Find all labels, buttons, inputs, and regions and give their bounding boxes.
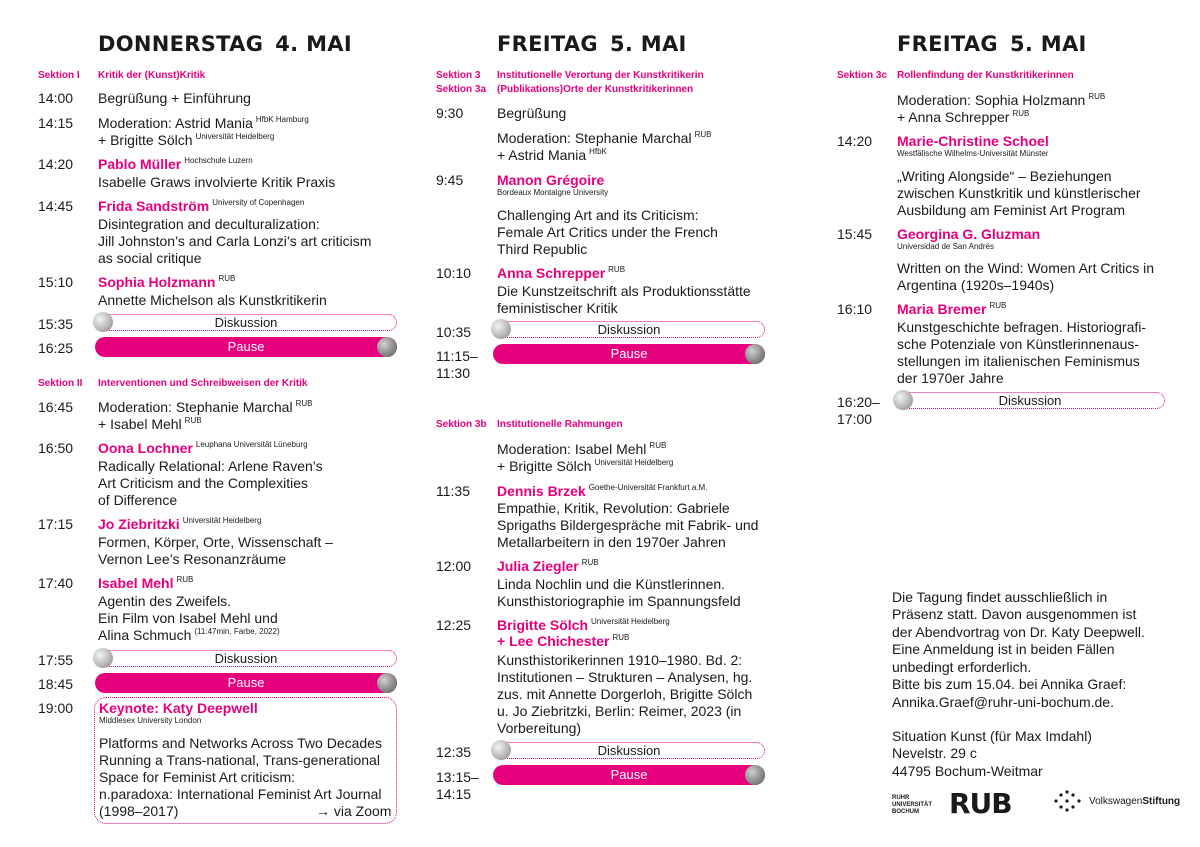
affiliation: RUB [581,558,599,568]
affiliation: RUB [218,274,236,284]
info-text: Die Tagung findet ausschließlich in [892,589,1108,605]
time: 15:45 [837,226,873,242]
pause-bar: Pause [493,765,765,785]
time: 10:35 [436,324,472,340]
time: 9:30 [436,105,464,121]
time: 14:00 [38,90,74,106]
speaker [897,300,1006,318]
day-date: 4. MAI [275,32,352,56]
info-text: Bitte bis zum 15.04. bei Annika Graef: [892,676,1127,692]
time: 14:15 [38,115,74,131]
time: 16:50 [38,440,74,456]
speaker-name: Georgina G. Gluzman [897,226,1041,242]
time: 15:35 [38,316,74,332]
time: 16:25 [38,340,74,356]
affiliation: Universität Heidelberg [594,458,674,468]
affiliation: RUB [295,399,313,409]
talk-title: zwischen Kunstkritik und künstlerischer [897,185,1141,201]
section-label: Sektion I [38,70,80,81]
time: 10:10 [436,265,472,281]
talk-title: feministischer Kritik [497,300,618,316]
section-title: Kritik der (Kunst)Kritik [98,70,206,81]
section-title: Institutionelle Rahmungen [497,419,623,430]
speaker [98,273,235,291]
talk-title [98,626,280,644]
moderation [98,131,274,149]
talk-title: Agentin des Zweifels. [98,593,232,609]
day-name: FREITAG [497,32,598,56]
affiliation: Universität Heidelberg [195,132,275,142]
keynote-text: Space for Feminist Art criticism: [99,769,296,785]
affiliation: RUB [608,265,626,275]
time: 14:45 [38,198,74,214]
affiliation: RUB [184,416,202,426]
time: 11:35 [436,483,470,499]
affiliation: Universidad de San Andrés [897,242,994,251]
moderation [497,457,673,475]
speaker-name: Oona Lochner [98,440,193,456]
affiliation: University of Copenhagen [212,198,305,208]
ball-icon [491,319,511,339]
speaker [497,264,625,282]
time: 17:00 [837,411,873,427]
info-text: unbedingt erforderlich. [892,659,1032,675]
talk-title: zus. mit Annette Dorgerloh, Brigitte Sölch [497,686,753,702]
info-text: der Abendvortrag von Dr. Katy Deepwell. [892,624,1145,640]
talk-title: Kunsthistorikerinnen 1910–1980. Bd. 2: [497,652,743,668]
talk-title: Challenging Art and its Criticism: [497,207,699,223]
talk-title: Kunsthistoriographie im Spannungsfeld [497,593,741,609]
time: 14:20 [38,156,74,172]
ball-icon [893,390,913,410]
talk-title: u. Jo Ziebritzki, Berlin: Reimer, 2023 (in [497,703,742,719]
time: 19:00 [38,700,74,716]
talk-title: as social critique [98,250,202,266]
info-text: Eine Anmeldung ist in beiden Fällen [892,641,1115,657]
affiliation: Middlesex University London [99,716,202,725]
ball-icon [93,312,113,332]
section-title: (Publikations)Orte der Kunstkritikerinnen [497,84,694,95]
moderator: + Brigitte Sölch [98,132,193,148]
talk-title: Vorbereitung) [497,720,582,736]
speaker-name: Sophia Holzmann [98,274,216,290]
affiliation: RUB [649,441,667,451]
affiliation: Universität Heidelberg [182,516,262,526]
day-date: 5. MAI [609,32,687,56]
ball-icon [745,765,765,785]
talk-title: Disintegration and deculturalization: [98,216,320,232]
vw-wordmark [1089,796,1180,807]
talk-title: Die Kunstzeitschrift als Produktionsstätte [497,283,751,299]
time: 11:15– [436,348,478,364]
ball-icon [377,337,397,357]
time: 12:00 [436,558,472,574]
talk-title: Ein Film von Isabel Mehl und [98,610,278,626]
keynote-text: Platforms and Networks Across Two Decades [99,735,382,751]
time: 16:10 [837,301,873,317]
speaker-name: Jo Ziebritzki [98,516,180,532]
venue-text: Situation Kunst (für Max Imdahl) [892,728,1092,744]
section-title: Interventionen und Schreibweisen der Kritik [98,378,308,389]
logo-line: RUHR [892,795,910,801]
keynote-text: n.paradoxa: International Feminist Art Journal [99,786,382,802]
talk-title: Radically Relational: Arlene Raven’s [98,458,323,474]
affiliation: Goethe-Universität Frankfurt a.M. [588,483,708,493]
talk-title: Sprigaths Bildergespräche mit Fabrik- und [497,517,759,533]
affiliation: Universität Heidelberg [591,617,670,627]
time: 17:15 [38,516,74,532]
moderation [98,398,312,416]
speaker [98,574,193,592]
discussion-bar: Diskussion [493,321,765,338]
speaker-name: + Lee Chichester [497,633,610,649]
affiliation: Bordeaux Montaigne University [497,188,609,197]
talk-title: Linda Nochlin und die Künstlerinnen. [497,576,726,592]
event-text: Begrüßung + Einführung [98,90,251,106]
event-text: Begrüßung [497,105,567,121]
moderation [497,146,607,164]
time: 14:15 [436,786,472,802]
discussion-bar: Diskussion [95,314,397,331]
keynote-text: Running a Trans-national, Trans-generational [99,752,380,768]
affiliation: Westfälische Wilhelms-Universität Münster [897,149,1049,158]
talk-title: „Writing Alongside“ – Beziehungen [897,168,1112,184]
moderation [497,129,711,147]
talk-title: Written on the Wind: Women Art Critics in [897,260,1155,276]
moderation [98,114,309,132]
info-text: Präsenz statt. Davon ausgenommen ist [892,606,1137,622]
moderator: + Brigitte Sölch [497,458,592,474]
logo-line: UNIVERSITÄT [892,802,933,808]
talk-title: of Difference [98,492,178,508]
vw-word-b: Stiftung [1142,796,1181,807]
time: 17:40 [38,575,74,591]
section-title: Rollenfindung der Kunstkritikerinnen [897,70,1074,81]
affiliation: HfbK Hamburg [255,115,309,125]
talk-title: Female Art Critics under the French [497,224,718,240]
email-link[interactable]: Annika.Graef@ruhr-uni-bochum.de. [892,694,1114,710]
section-label: Sektion 3c [837,70,888,81]
dots-icon [1053,790,1083,812]
time: 11:30 [436,365,470,381]
moderator: Moderation: Stephanie Marchal [98,399,293,415]
section-title: Institutionelle Verortung der Kunstkritikerin [497,70,704,81]
moderator: + Astrid Mania [497,147,587,163]
keynote-text: (1998–2017) [99,803,179,819]
talk-title-line: Alina Schmuch [98,627,192,643]
venue-text: Nevelstr. 29 c [892,745,977,761]
ball-icon [93,648,113,668]
venue-text: 44795 Bochum-Weitmar [892,763,1043,779]
day-name: DONNERSTAG [98,32,264,56]
time: 15:10 [38,274,74,290]
speaker [497,557,599,575]
day-name: FREITAG [897,32,998,56]
discussion-bar: Diskussion [95,650,397,667]
time: 14:20 [837,133,873,149]
section-label: Sektion II [38,378,83,389]
time: 18:45 [38,676,74,692]
talk-title: der 1970er Jahre [897,370,1004,386]
moderator: + Anna Schrepper [897,109,1010,125]
talk-title: Argentina (1920s–1940s) [897,277,1055,293]
speaker-name: Julia Ziegler [497,558,579,574]
talk-title: Kunstgeschichte befragen. Historiografi- [897,319,1147,335]
affiliation: HfbK [589,147,607,157]
time: 16:20– [837,394,880,410]
affiliation: Hochschule Luzern [184,156,253,166]
speaker [497,482,707,500]
talk-title: sche Potenziale von Künstlerinnenaus- [897,336,1140,352]
talk-title: Third Republic [497,241,588,257]
day-heading-friday [497,32,687,56]
moderator: Moderation: Astrid Mania [98,115,253,131]
talk-title: Art Criticism and the Complexities [98,475,309,491]
talk-title: stellungen im italienischen Feminismus [897,353,1140,369]
pause-bar: Pause [95,673,397,693]
pause-bar: Pause [493,344,765,364]
time: 12:25 [436,617,472,633]
talk-title: Ausbildung am Feminist Art Program [897,202,1125,218]
speaker [98,439,308,457]
day-heading-thursday [98,32,352,56]
speaker-name: Maria Bremer [897,301,987,317]
affiliation: Leuphana Universität Lüneburg [195,440,308,450]
speaker [98,515,261,533]
film-note: (11:47min, Farbe, 2022) [194,627,280,637]
talk-title: Annette Michelson als Kunstkritikerin [98,292,327,308]
speaker-name: Dennis Brzek [497,483,586,499]
talk-title: Institutionen – Strukturen – Analysen, hg. [497,669,753,685]
ball-icon [491,740,511,760]
moderator: Moderation: Isabel Mehl [497,441,647,457]
time: 9:45 [436,172,464,188]
affiliation: RUB [176,575,194,585]
affiliation: RUB [612,633,630,643]
speaker-name: Anna Schrepper [497,265,606,281]
talk-title: Vernon Lee’s Resonanzräume [98,551,287,567]
discussion-bar: Diskussion [493,742,765,759]
speaker [98,155,253,173]
moderation [897,91,1105,109]
speaker-name: Frida Sandström [98,198,210,214]
moderator: Moderation: Stephanie Marchal [497,130,692,146]
moderator: + Isabel Mehl [98,416,182,432]
logo-line: BOCHUM [892,809,919,815]
time: 16:45 [38,399,74,415]
affiliation: RUB [989,301,1007,311]
section-label: Sektion 3b [436,419,487,430]
zoom-link[interactable]: → via Zoom [316,803,392,819]
day-heading-friday-2 [897,32,1087,56]
talk-title: Metallarbeitern in den 1970er Jahren [497,534,726,550]
keynote-title: Keynote: Katy Deepwell [99,700,258,716]
speaker [497,632,629,650]
talk-title: Formen, Körper, Orte, Wissenschaft – [98,534,333,550]
section-label: Sektion 3 [436,70,481,81]
moderator: Moderation: Sophia Holzmann [897,92,1086,108]
affiliation: RUB [1088,92,1106,102]
time: 12:35 [436,744,472,760]
time: 17:55 [38,652,74,668]
time: 13:15– [436,769,479,785]
day-date: 5. MAI [1009,32,1087,56]
affiliation: RUB [694,130,712,140]
moderation [98,415,202,433]
moderation [897,108,1029,126]
talk-title: Empathie, Kritik, Revolution: Gabriele [497,500,730,516]
ball-icon [377,673,397,693]
speaker-name: Marie-Christine Schoel [897,133,1049,149]
speaker-name: Pablo Müller [98,156,182,172]
speaker-name: Manon Grégoire [497,172,605,188]
discussion-bar: Diskussion [895,392,1165,409]
speaker-name: Brigitte Sölch [497,617,589,633]
ball-icon [745,344,765,364]
moderation [497,440,666,458]
pause-bar: Pause [95,337,397,357]
rub-wordmark: RUB [949,787,1012,820]
speaker [98,197,304,215]
speaker-name: Isabel Mehl [98,575,174,591]
section-label: Sektion 3a [436,84,487,95]
vw-word-a: Volkswagen [1089,796,1143,807]
talk-title: Jill Johnston’s and Carla Lonzi’s art criticism [98,233,372,249]
talk-title: Isabelle Graws involvierte Kritik Praxis [98,174,336,190]
affiliation: RUB [1012,109,1030,119]
